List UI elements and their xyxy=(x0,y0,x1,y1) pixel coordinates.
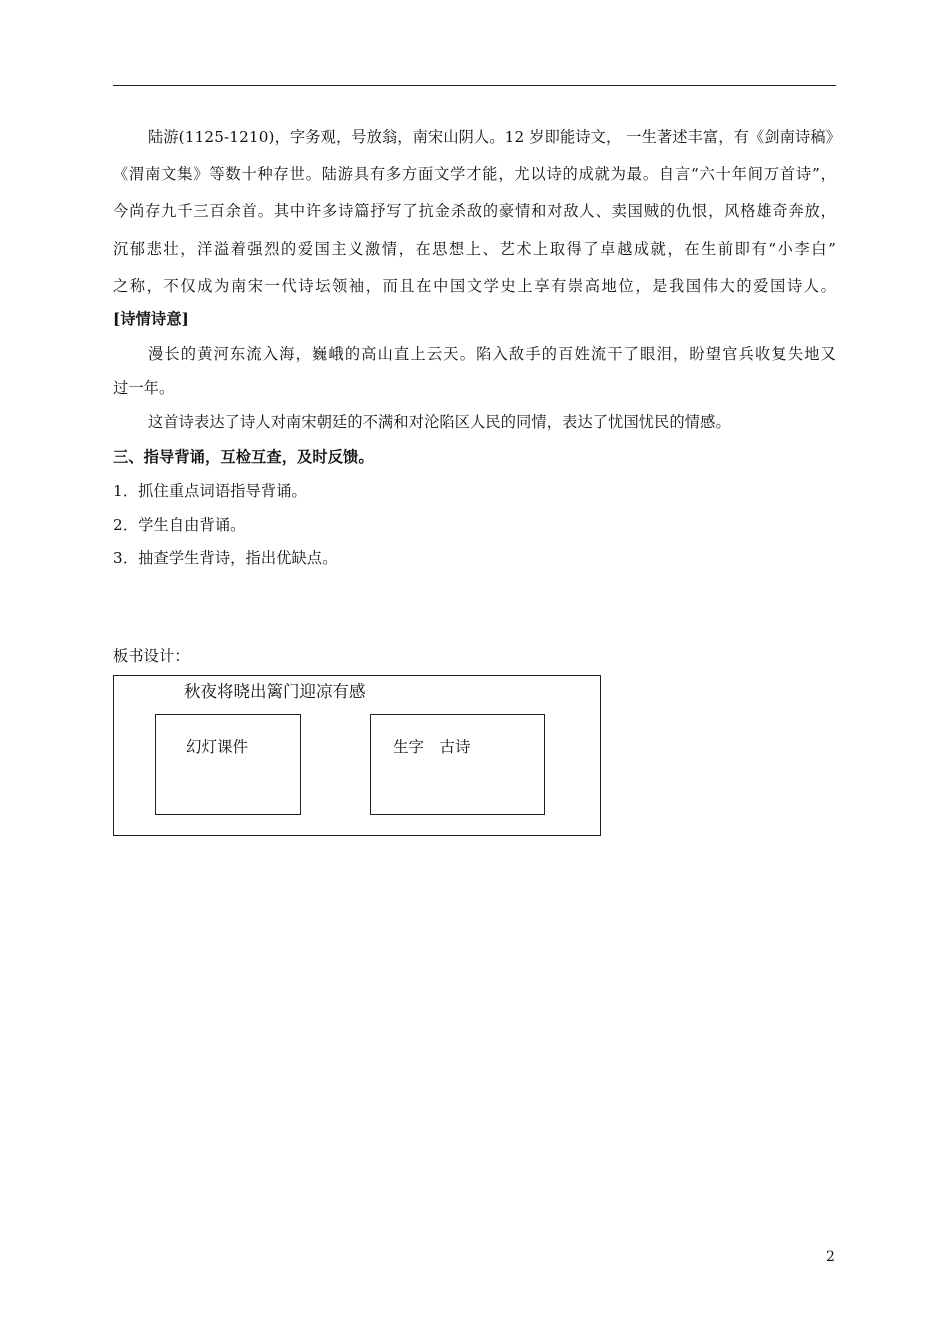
list-item: 2．学生自由背诵。 xyxy=(113,516,246,534)
poem-meaning-heading: [诗情诗意] xyxy=(113,310,190,328)
board-box-courseware xyxy=(155,714,301,815)
poem-summary: 这首诗表达了诗人对南宋朝廷的不满和对沦陷区人民的同情，表达了忧国忧民的情感。 xyxy=(148,413,731,431)
section-three-heading: 三、指导背诵，互检互查，及时反馈。 xyxy=(113,448,374,466)
intro-line-3: 今尚存九千三百余首。其中许多诗篇抒写了抗金杀敌的豪情和对敌人、卖国贼的仇恨，风格雄奇奔放， xyxy=(113,202,836,220)
translation-line-1: 漫长的黄河东流入海，巍峨的高山直上云天。陷入敌手的百姓流干了眼泪，盼望官兵收复失地又 xyxy=(148,345,836,363)
list-item: 3．抽查学生背诗，指出优缺点。 xyxy=(113,549,338,567)
translation-line-2: 过一年。 xyxy=(113,379,175,397)
board-box-characters-label: 生字 古诗 xyxy=(393,738,471,756)
page-number: 2 xyxy=(826,1249,835,1265)
list-item: 1．抓住重点词语指导背诵。 xyxy=(113,482,307,500)
board-design-label: 板书设计： xyxy=(113,647,190,665)
header-rule xyxy=(113,85,836,86)
board-box-courseware-label: 幻灯课件 xyxy=(186,738,249,756)
intro-line-4: 沉郁悲壮，洋溢着强烈的爱国主义激情，在思想上、艺术上取得了卓越成就，在生前即有“小李白” xyxy=(113,240,836,258)
intro-line-1: 陆游(1125-1210)，字务观，号放翁，南宋山阴人。12 岁即能诗文， 一生著述丰富，有《剑南诗稿》 xyxy=(148,128,842,146)
intro-line-2: 《渭南文集》等数十种存世。陆游具有多方面文学才能，尤以诗的成就为最。自言“六十年间万首诗”， xyxy=(113,165,836,183)
board-box-characters xyxy=(370,714,545,815)
board-title: 秋夜将晓出篱门迎凉有感 xyxy=(184,682,366,701)
intro-line-5: 之称，不仅成为南宋一代诗坛领袖，而且在中国文学史上享有崇高地位，是我国伟大的爱国诗人。 xyxy=(113,277,836,295)
